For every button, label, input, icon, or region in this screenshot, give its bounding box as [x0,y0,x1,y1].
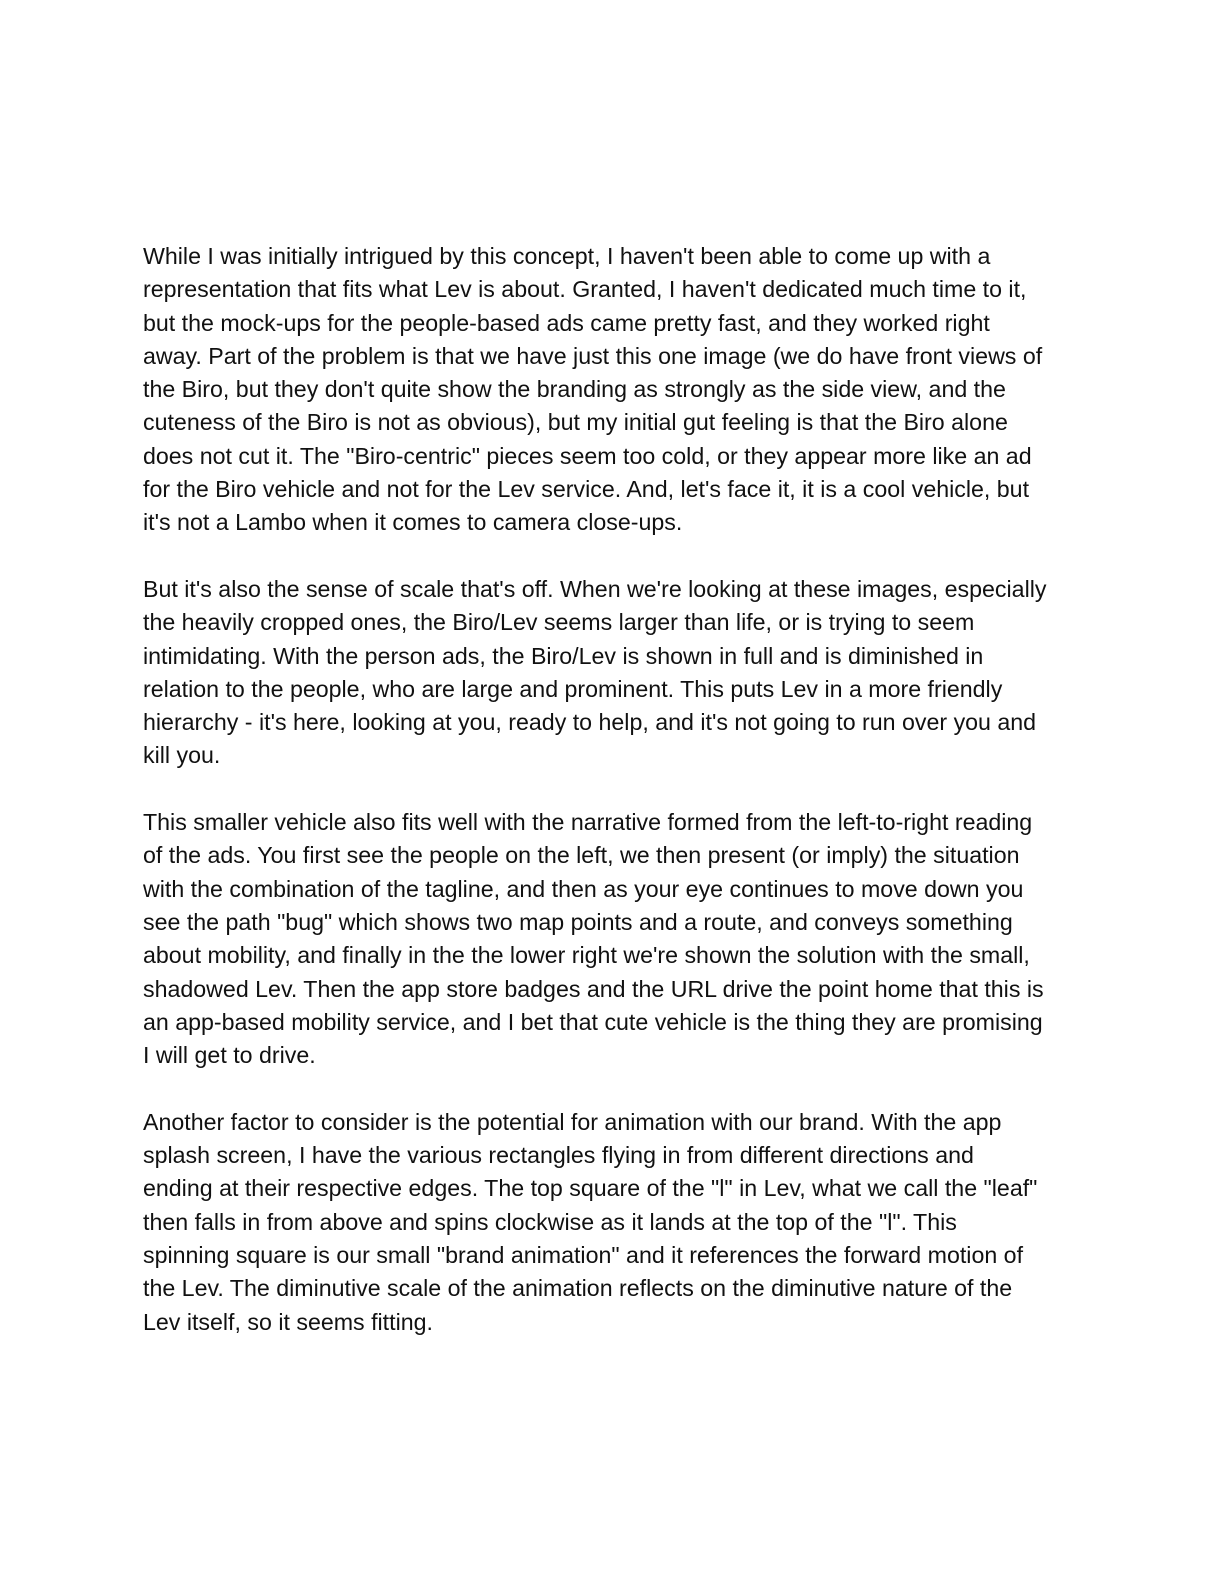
paragraph-4: Another factor to consider is the potential for animation with our brand. With the app splash screen, I have the various rectangles flying in from different directions and ending at their respective edges. The top square of the "l" in Lev, what we call the "leaf" then falls in from above and spins clockwise as it lands at the top of the "l". This spinning square is our small "brand animation" and it references the forward motion of the Lev. The diminutive scale of the animation reflects on the diminutive nature of the Lev itself, so it seems fitting. [143,1108,1038,1335]
paragraph-3: This smaller vehicle also fits well with the narrative formed from the left-to-right reading of the ads. You first see the people on the left, we then present (or imply) the situation with the combination of the tagline, and then as your eye continues to move down you see the path "bug" which shows two map points and a route, and conveys something about mobility, and finally in the the lower right we're shown the solution with the small, shadowed Lev. Then the app store badges and the URL drive the point home that this is an app-based mobility service, and I bet that cute vehicle is the thing they are promising I will get to drive. [143,809,1044,1069]
document-body [143,240,1083,1372]
paragraph-2: But it's also the sense of scale that's off. When we're looking at these images, especially the heavily cropped ones, the Biro/Lev seems larger than life, or is trying to seem intimidating. With the person ads, the Biro/Lev is shown in full and is diminished in relation to the people, who are large and prominent. This puts Lev in a more friendly hierarchy - it's here, looking at you, ready to help, and it's not going to run over you and kill you. [143,575,1047,769]
paragraph-1: While I was initially intrigued by this concept, I haven't been able to come up with a representation that fits what Lev is about. Granted, I haven't dedicated much time to it, but the mock-ups for the people-based ads came pretty fast, and they worked right away. Part of the problem is that we have just this one image (we do have front views of the Biro, but they don't quite show the branding as strongly as the side view, and the cuteness of the Biro is not as obvious), but my initial gut feeling is that the Biro alone does not cut it. The "Biro-centric" pieces seem too cold, or they appear more like an ad for the Biro vehicle and not for the Lev service. And, let's face it, it is a cool vehicle, but it's not a Lambo when it comes to camera close-ups. [143,243,1043,536]
